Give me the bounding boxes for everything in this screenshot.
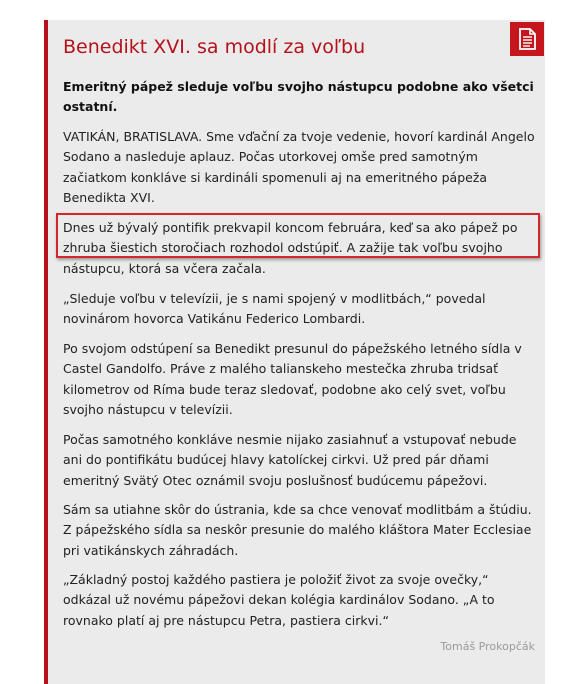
paragraph-7: „Základný postoj každého pastiera je položiť život za svoje ovečky,“ odkázal už novému pápežovi dekan kolégia kardinálov Sodano. „A to rovnako platí aj pre nástupcu Petra, pastiera cirkvi.“: [63, 572, 495, 628]
highlight-box: [56, 213, 540, 258]
paragraph-3: „Sleduje voľbu v televízii, je s nami spojený v modlitbách,“ povedal novinárom hovorca Vatikánu Federico Lombardi.: [63, 291, 486, 327]
article-lead: Emeritný pápež sleduje voľbu svojho nástupcu podobne ako všetci ostatní.: [63, 79, 534, 115]
paragraph-6: Sám sa utiahne skôr do ústrania, kde sa chce venovať modlitbám a štúdiu. Z pápežského sídla sa neskôr presunie do malého kláštora Mater Ecclesiae pri vatikánskych záhradách.: [63, 502, 532, 558]
article-author: Tomáš Prokopčák: [440, 640, 535, 653]
document-icon-graphic: [510, 22, 544, 56]
paragraph-2: Dnes už bývalý pontifik prekvapil koncom februára, keď sa ako pápež po zhruba šiestich storočiach rozhodol odstúpiť. A zažije tak voľbu svojho nástupcu, ktorá sa včera začala.: [63, 220, 518, 276]
article-title: Benedikt XVI. sa modlí za voľbu: [63, 36, 366, 58]
paragraph-4: Po svojom odstúpení sa Benedikt presunul do pápežského letného sídla v Castel Gandolfo. Práve z malého talianskeho mestečka zhruba tridsať kilometrov od Ríma bude teraz sledovať, podobne ako celý svet, voľbu svojho nástupcu v televízii.: [63, 341, 522, 418]
document-icon[interactable]: [510, 22, 544, 56]
paragraph-1: VATIKÁN, BRATISLAVA. Sme vďační za tvoje vedenie, hovorí kardinál Angelo Sodano a nasleduje aplauz. Počas utorkovej omše pred samotným začiatkom konkláve si kardináli spomenuli aj na emeritného pápeža Benedikta XVI.: [63, 129, 535, 206]
paragraph-5: Počas samotného konkláve nesmie nijako zasiahnuť a vstupovať nebude ani do pontifikátu budúcej hlavy katolíckej cirkvi. Už pred pár dňami emeritný Svätý Otec oznámil svoju poslušnosť budúcemu pápežovi.: [63, 432, 517, 488]
